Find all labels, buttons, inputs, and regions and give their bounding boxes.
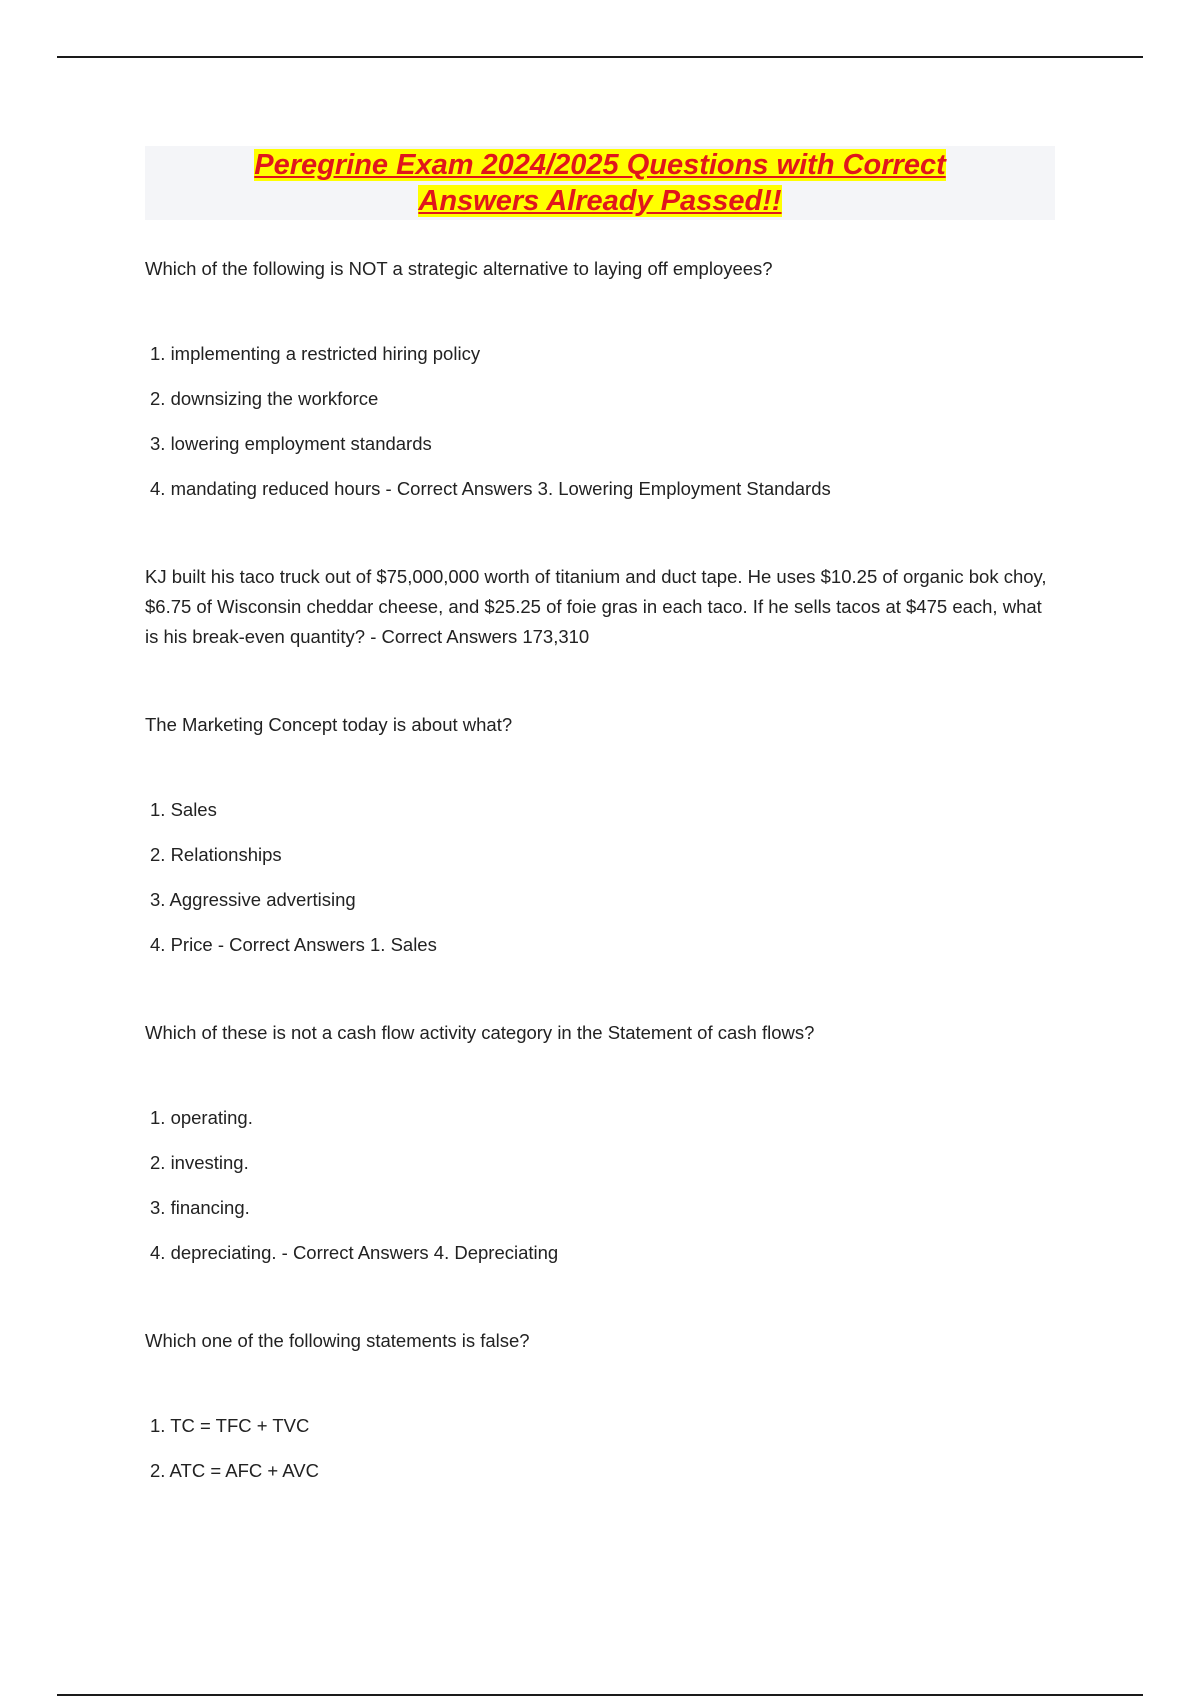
option: 1. implementing a restricted hiring policy: [150, 343, 481, 364]
option: 2. downsizing the workforce: [150, 388, 379, 409]
question-1: Which of the following is NOT a strategic alternative to laying off employees?: [145, 258, 773, 279]
title-banner: [145, 146, 1055, 220]
question-2: KJ built his taco truck out of $75,000,000 worth of titanium and duct tape. He uses $10.25 of organic bok choy, $6.75 of Wisconsin cheddar cheese, and $25.25 of foie gras in each taco. If he sells tacos at $475 each, what is his break-even quantity? - Correct Answers 173,310: [145, 566, 1047, 647]
top-rule: [57, 56, 1143, 58]
title-line-1: Peregrine Exam 2024/2025 Questions with Correct: [254, 149, 946, 181]
bottom-rule: [57, 1694, 1143, 1696]
option: 3. Aggressive advertising: [150, 889, 356, 910]
option: 4. Price - Correct Answers 1. Sales: [150, 934, 437, 955]
question-4: Which of these is not a cash flow activity category in the Statement of cash flows?: [145, 1022, 815, 1043]
option: 1. Sales: [150, 799, 217, 820]
question-3: The Marketing Concept today is about what?: [145, 714, 513, 735]
document-title: [254, 147, 945, 219]
option: 4. depreciating. - Correct Answers 4. Depreciating: [150, 1242, 559, 1263]
option: 3. lowering employment standards: [150, 433, 432, 454]
question-5: Which one of the following statements is false?: [145, 1330, 530, 1351]
option: 2. ATC = AFC + AVC: [150, 1460, 319, 1481]
question-5-options: [145, 1411, 1055, 1486]
option: 4. mandating reduced hours - Correct Answers 3. Lowering Employment Standards: [150, 478, 831, 499]
option: 2. investing.: [150, 1152, 249, 1173]
question-3-options: [145, 795, 1055, 960]
option: 3. financing.: [150, 1197, 250, 1218]
question-1-options: [145, 339, 1055, 504]
option: 2. Relationships: [150, 844, 282, 865]
document-content: [145, 146, 1055, 1486]
option: 1. operating.: [150, 1107, 253, 1128]
option: 1. TC = TFC + TVC: [150, 1415, 310, 1436]
title-line-2: Answers Already Passed!!: [418, 185, 782, 217]
question-4-options: [145, 1103, 1055, 1268]
